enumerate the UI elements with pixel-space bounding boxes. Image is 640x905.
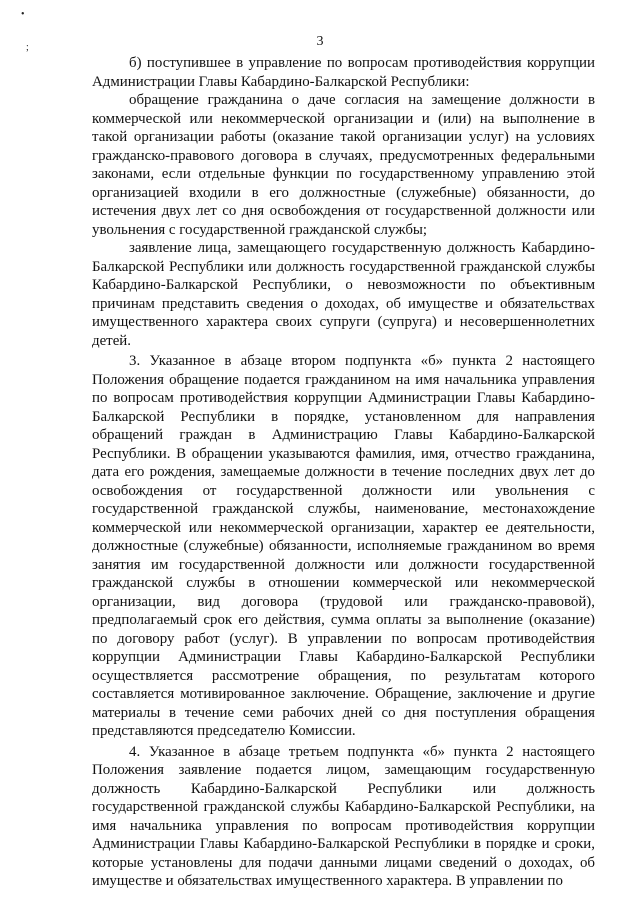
paragraph-subpoint-b: б) поступившее в управление по вопросам противодействия коррупции Администрации Главы Кабардино-Балкарской Республики:: [92, 55, 595, 90]
page-number: 3: [316, 34, 324, 49]
paragraph-statement-impossibility: заявление лица, замещающего государственную должность Кабардино-Балкарской Республики или должность государственной гражданской службы Кабардино-Балкарской Республики, о невозможности по объективным причинам представить сведения о доходах, об имуществе и обязательствах имущественного характера своих супруги (супруга) и несовершеннолетних детей.: [92, 240, 595, 349]
margin-mark-dot: •: [21, 9, 25, 20]
document-body: [92, 54, 595, 891]
margin-mark-semicolon: ;: [26, 42, 29, 53]
paragraph-citizen-appeal: обращение гражданина о даче согласия на замещение должности в коммерческой или некоммерческой организации и (или) на выполнение в такой организации работы (оказание такой организации услуг) на условиях гражданско-правового договора в случаях, предусмотренных федеральными законами, если отдельные функции по государственному управлению этой организацией входили в его должностные (служебные) обязанности, до истечения двух лет со дня освобождения от государственной должности или увольнения с государственной гражданской службы;: [92, 92, 595, 238]
paragraph-item-4: 4. Указанное в абзаце третьем подпункта «б» пункта 2 настоящего Положения заявление подается лицом, замещающим государственную должность Кабардино-Балкарской Республики или должность государственной гражданской службы Кабардино-Балкарской Республики, на имя начальника управления по вопросам противодействия коррупции Администрации Главы Кабардино-Балкарской Республики в порядке и сроки, которые установлены для подачи данными лицами сведений о доходах, об имуществе и обязательствах имущественного характера. В управлении по: [92, 743, 595, 889]
paragraph-item-3: 3. Указанное в абзаце втором подпункта «б» пункта 2 настоящего Положения обращение подается гражданином на имя начальника управления по вопросам противодействия коррупции Администрации Главы Кабардино-Балкарской Республики в порядке, установленном для направления обращений граждан в Администрацию Главы Кабардино-Балкарской Республики. В обращении указываются фамилия, имя, отчество гражданина, дата его рождения, замещаемые должности в течение последних двух лет до освобождения от государственной должности или увольнения с государственной гражданской службы, наименование, местонахождение коммерческой или некоммерческой организации, характер ее деятельности, должностные (служебные) обязанности, исполняемые гражданином во время занятия им государственной должности или должности государственной гражданской службы в отношении коммерческой или некоммерческой организации, вид договора (трудовой или гражданско-правовой), предполагаемый срок его действия, сумма оплаты за выполнение (оказание) по договору работ (услуг). В управлении по вопросам противодействия коррупции Администрации Главы Кабардино-Балкарской Республики осуществляется рассмотрение обращения, по результатам которого составляется мотивированное заключение. Обращение, заключение и другие материалы в течение семи рабочих дней со дня поступления обращения представляются председателю Комиссии.: [92, 353, 595, 739]
